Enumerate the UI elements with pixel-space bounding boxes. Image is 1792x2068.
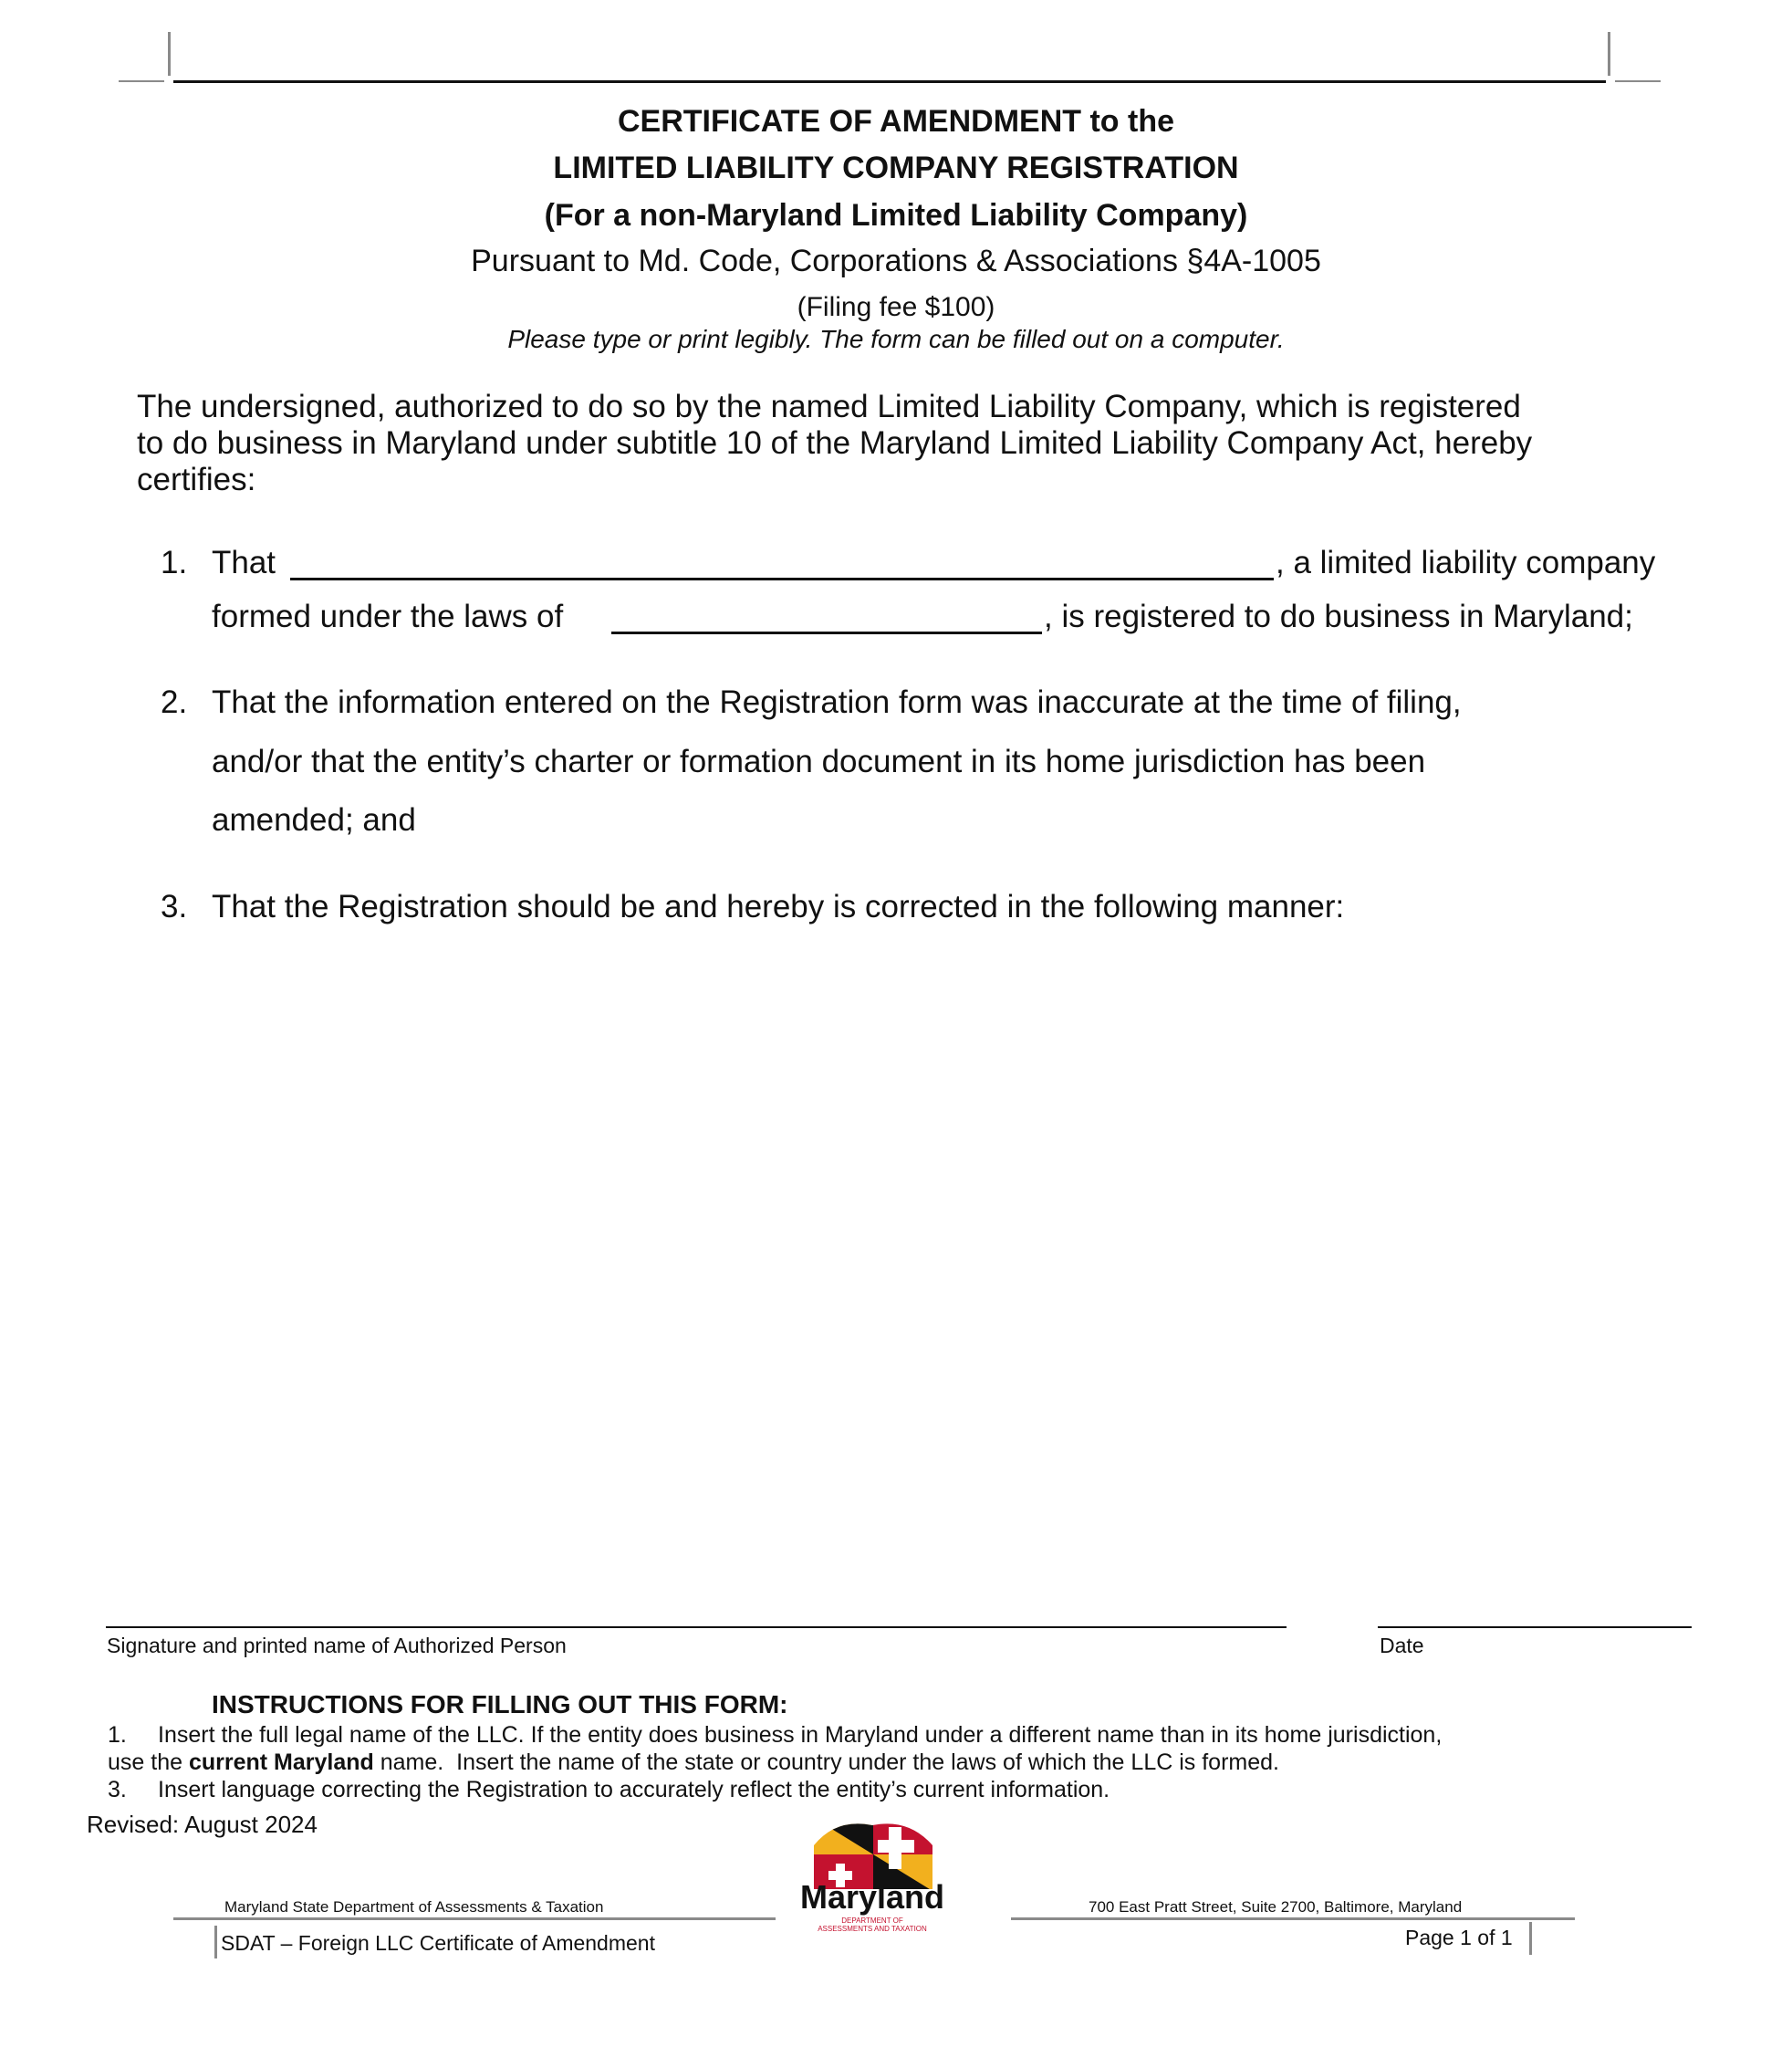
logo-subtitle-2: ASSESSMENTS AND TAXATION	[818, 1925, 927, 1933]
top-rule	[173, 80, 1606, 83]
date-label: Date	[1380, 1634, 1424, 1657]
filing-fee: (Filing fee $100)	[797, 292, 995, 322]
item-2-line1: That the information entered on the Registration form was inaccurate at the time of filing,	[212, 684, 1462, 720]
item-1-suffix: , a limited liability company	[1276, 545, 1656, 580]
signature-line[interactable]	[106, 1626, 1287, 1628]
statute-reference: Pursuant to Md. Code, Corporations & Associations §4A-1005	[471, 244, 1321, 278]
instruction-1-cont-b: name. Insert the name of the state or country under the laws of which the LLC is formed.	[373, 1749, 1279, 1775]
instruction-1-continued	[108, 1749, 1279, 1776]
footer-bracket-left	[214, 1926, 217, 1958]
corner-mark-left-h	[119, 80, 164, 82]
corner-mark-left	[168, 32, 171, 76]
item-1-number: 1.	[161, 545, 188, 580]
instruction-1-cont-a: use the	[108, 1749, 189, 1775]
footer-rule-right	[1011, 1917, 1575, 1920]
item-1-formed: formed under the laws of	[212, 599, 564, 634]
instruction-1-text: Insert the full legal name of the LLC. If the entity does business in Maryland under a different name than in its home jurisdiction,	[158, 1722, 1443, 1748]
logo-subtitle-1: DEPARTMENT OF	[841, 1917, 903, 1925]
item-2-line2: and/or that the entity’s charter or formation document in its home jurisdiction has been	[212, 744, 1426, 779]
date-line[interactable]	[1378, 1626, 1692, 1628]
corner-mark-right	[1608, 32, 1610, 76]
legibility-note: Please type or print legibly. The form can be filled out on a computer.	[507, 325, 1285, 353]
item-2-number: 2.	[161, 684, 188, 720]
intro-line2: to do business in Maryland under subtitle 10 of the Maryland Limited Liability Company Act, hereby	[137, 425, 1533, 461]
footer-department: Maryland State Department of Assessments & Taxation	[224, 1898, 604, 1916]
instruction-1-bold: current Maryland	[188, 1749, 374, 1775]
footer-bracket-right	[1529, 1922, 1532, 1955]
item-1-registered: , is registered to do business in Maryland;	[1044, 599, 1633, 634]
instruction-3-number: 3.	[108, 1777, 127, 1802]
form-title-line3: (For a non-Maryland Limited Liability Company)	[544, 198, 1248, 233]
revised-date: Revised: August 2024	[87, 1811, 318, 1838]
intro-line3: certifies:	[137, 462, 256, 497]
llc-name-blank[interactable]	[290, 578, 1274, 580]
correction-text-area[interactable]	[137, 958, 1688, 1579]
footer-address: 700 East Pratt Street, Suite 2700, Baltimore, Maryland	[1089, 1898, 1463, 1916]
item-3-number: 3.	[161, 889, 188, 924]
intro-line1: The undersigned, authorized to do so by the named Limited Liability Company, which is registered	[137, 389, 1521, 424]
signature-label: Signature and printed name of Authorized Person	[107, 1634, 567, 1657]
corner-mark-right-h	[1615, 80, 1661, 82]
instructions-heading: INSTRUCTIONS FOR FILLING OUT THIS FORM:	[212, 1690, 788, 1718]
footer-rule-left	[173, 1917, 776, 1920]
logo-subtitle	[772, 1917, 973, 1933]
instruction-1-number: 1.	[108, 1722, 127, 1748]
form-title-line1: CERTIFICATE OF AMENDMENT to the	[617, 104, 1175, 139]
footer-page-number: Page 1 of 1	[1405, 1926, 1513, 1949]
form-title-line2: LIMITED LIABILITY COMPANY REGISTRATION	[553, 151, 1239, 185]
item-1-that: That	[212, 545, 276, 580]
footer-form-name: SDAT – Foreign LLC Certificate of Amendment	[221, 1931, 655, 1955]
jurisdiction-blank[interactable]	[611, 632, 1042, 634]
item-3-line1: That the Registration should be and hereby is corrected in the following manner:	[212, 889, 1345, 924]
logo-wordmark: Maryland	[799, 1878, 945, 1916]
item-2-line3: amended; and	[212, 802, 416, 838]
instruction-3-text: Insert language correcting the Registration to accurately reflect the entity’s current information.	[158, 1777, 1110, 1802]
